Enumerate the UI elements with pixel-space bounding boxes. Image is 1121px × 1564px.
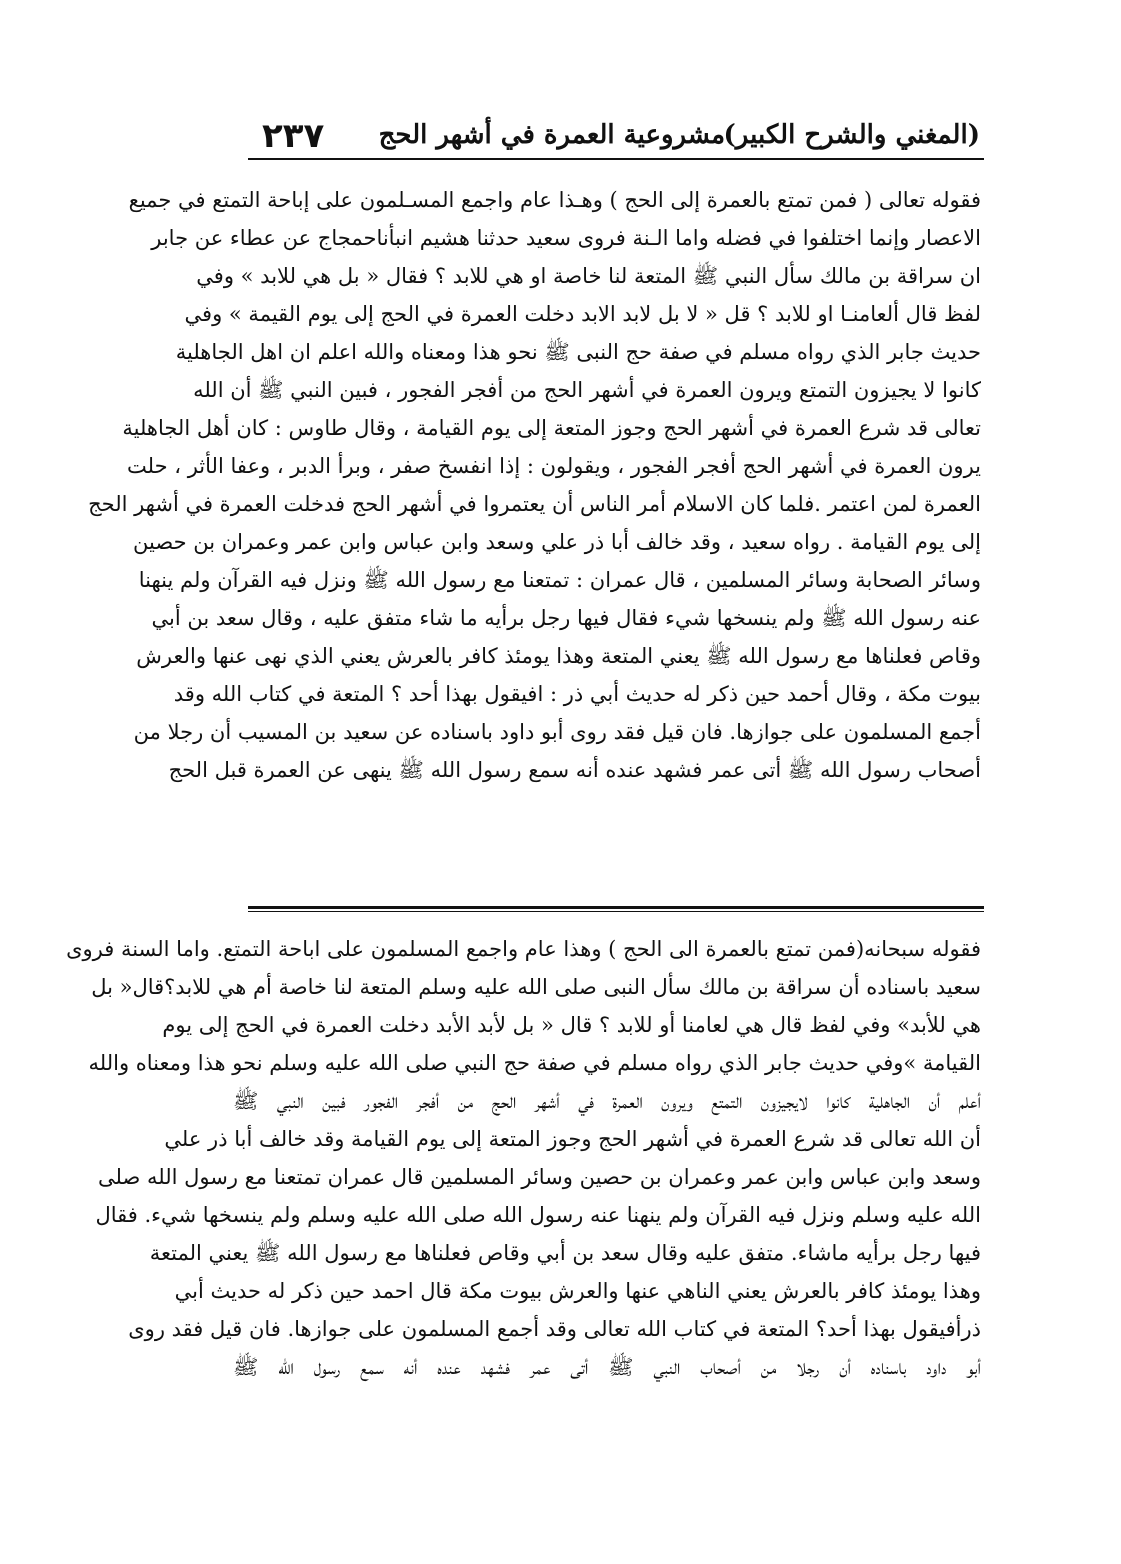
text-line: أبو داود باسناده أن رجلا من أصحاب النبي ﷺ أتى عمر فشهد عنده أنه سمع رسول الله ﷺ [233,1355,981,1379]
text-line: العمرة لمن اعتمر .فلما كان الاسلام أمر الناس أن يعتمروا في أشهر الحج فدخلت العمرة في أشهر الحج [88,492,981,516]
text-line: وسائر الصحابة وسائر المسلمين ، قال عمران : تمتعنا مع رسول الله ﷺ ونزل فيه القرآن ولم ينهنا [138,568,981,592]
text-line: القيامة »وفي حديث جابر الذي رواه مسلم في صفة حج النبي صلى الله عليه وسلم نحو هذا ومعناه والله [88,1051,981,1075]
text-line: ان سراقة بن مالك سأل النبي ﷺ المتعة لنا خاصة او هي للابد ؟ فقال « بل هي للابد » وفي [196,264,981,288]
top-text-block [88,181,981,789]
section-divider [248,906,984,913]
text-line: وسعد وابن عباس وابن عمر وعمران بن حصين وسائر المسلمين قال عمران تمتعنا مع رسول الله صلى [98,1165,981,1189]
text-line: الاعصار وإنما اختلفوا في فضله واما الـنة فروى سعيد حدثنا هشيم انبأناحمجاج عن عطاء عن جابر [151,226,981,250]
text-line: سعيد باسناده أن سراقة بن مالك سأل النبى صلى الله عليه وسلم المتعة لنا خاصة أم هي للابد؟قال« بل [91,975,981,999]
divider-thick-rule [248,906,984,909]
section-title: مشروعية العمرة في أشهر الحج [378,120,725,150]
text-line: أصحاب رسول الله ﷺ أتى عمر فشهد عنده أنه سمع رسول الله ﷺ ينهى عن العمرة قبل الحج [168,758,981,782]
text-line: عنه رسول الله ﷺ ولم ينسخها شيء فقال فيها رجل برأيه ما شاء متفق عليه ، وقال سعد بن أبي [151,606,981,630]
text-line: فيها رجل برأيه ماشاء. متفق عليه وقال سعد بن أبي وقاص فعلناها مع رسول الله ﷺ يعني المتعة [149,1241,981,1265]
text-line: فقوله سبحانه(فمن تمتع بالعمرة الى الحج ) وهذا عام واجمع المسلمون على اباحة التمتع. واما السنة فروى [66,937,981,961]
text-line: فقوله تعالى ( فمن تمتع بالعمرة إلى الحج ) وهـذا عام واجمع المسـلمون على إباحة التمتع في جميع [128,188,981,212]
divider-thin-rule [248,911,984,912]
text-line: إلى يوم القيامة . رواه سعيد ، وقد خالف أبا ذر علي وسعد وابن عباس وابن عمر وعمران بن حصين [133,530,981,554]
page-header [250,118,980,170]
text-line: هي للأبد» وفي لفظ قال هي لعامنا أو للابد ؟ قال « بل لأبد الأبد دخلت العمرة في الحج إلى يوم [162,1013,981,1037]
text-line: أعلم أن الجاهلية كانوا لايجيزون التمتع ويرون العمرة في أشهر الحج من أفجر الفجور فبين النبي ﷺ [233,1089,981,1113]
text-line: تعالى قد شرع العمرة في أشهر الحج وجوز المتعة إلى يوم القيامة ، وقال طاوس : كان أهل الجاهلية [122,416,981,440]
page-number: ٢٣٧ [262,116,325,156]
text-line: وهذا يومئذ كافر بالعرش يعني الناهي عنها والعرش بيوت مكة قال احمد حين ذكر له حديث أبي [174,1279,981,1303]
book-title: (المغني والشرح الكبير) [723,120,980,150]
text-line: وقاص فعلناها مع رسول الله ﷺ يعني المتعة وهذا يومئذ كافر بالعرش يعني الذي نهى عنها والعرش [136,644,981,668]
text-line: لفظ قال ألعامنـا او للابد ؟ قل « لا بل لابد الابد دخلت العمرة في الحج إلى يوم القيمة » وفي [184,302,981,326]
text-line: أجمع المسلمون على جوازها. فان قيل فقد روى أبو داود باسناده عن سعيد بن المسيب أن رجلا من [133,720,981,744]
text-line: حديث جابر الذي رواه مسلم في صفة حج النبى ﷺ نحو هذا ومعناه والله اعلم ان اهل الجاهلية [175,340,981,364]
text-line: بيوت مكة ، وقال أحمد حين ذكر له حديث أبي ذر : افيقول بهذا أحد ؟ المتعة في كتاب الله وقد [173,682,981,706]
bottom-text-block [66,930,981,1386]
text-line: كانوا لا يجيزون التمتع ويرون العمرة في أشهر الحج من أفجر الفجور ، فبين النبي ﷺ أن الله [193,378,981,402]
header-rule [248,158,984,160]
text-line: أن الله تعالى قد شرع العمرة في أشهر الحج وجوز المتعة إلى يوم القيامة وقد خالف أبا ذر علي [164,1127,981,1151]
text-line: يرون العمرة في أشهر الحج أفجر الفجور ، ويقولون : إذا انفسخ صفر ، وبرأ الدبر ، وعفا الأثر ، حلت [127,454,981,478]
text-line: الله عليه وسلم ونزل فيه القرآن ولم ينهنا عنه رسول الله صلى الله عليه وسلم ولم ينسخها شيء. فقال [95,1203,981,1227]
text-line: ذرأفيقول بهذا أحد؟ المتعة في كتاب الله تعالى وقد أجمع المسلمون على جوازها. فان قيل فقد روى [128,1317,981,1341]
